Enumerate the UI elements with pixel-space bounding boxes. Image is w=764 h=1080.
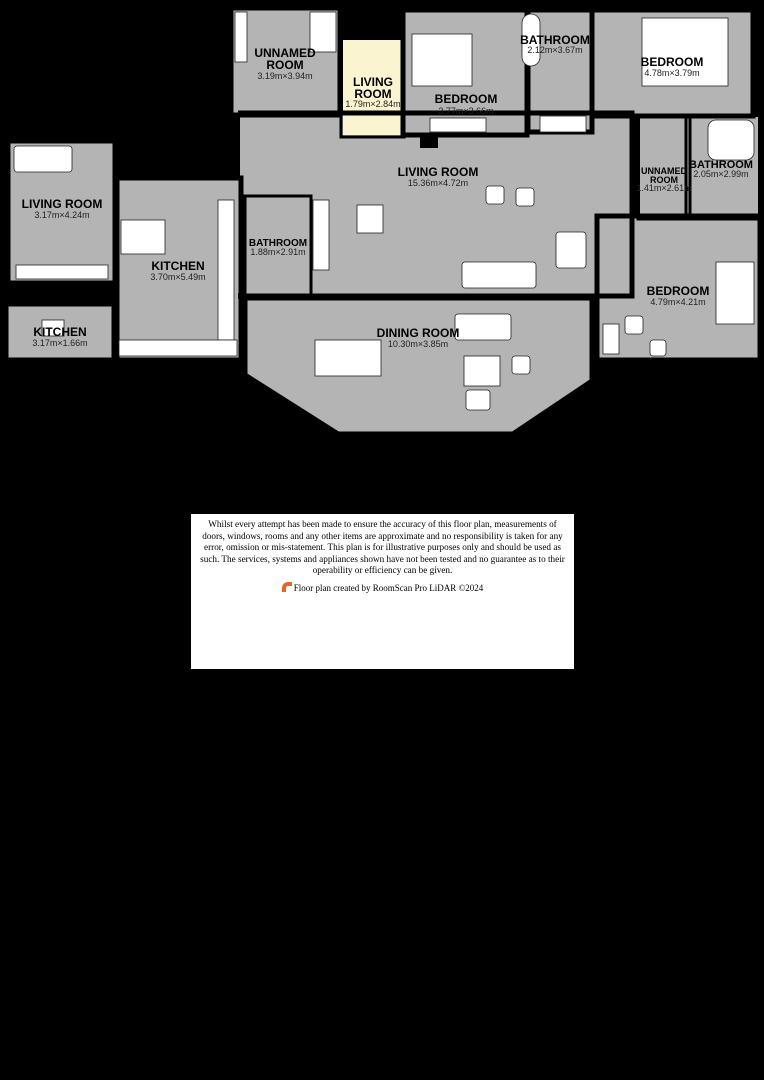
room-bedroom-1 [435,92,498,116]
room-bathroom-1 [520,33,590,55]
room-bathroom-2 [249,238,307,257]
room-dimensions: 2.12m×3.67m [527,45,583,55]
room-kitchen-1 [150,259,205,282]
room-dimensions: 15.36m×4.72m [407,178,469,188]
room-name: UNNAMED [641,166,687,176]
room-dimensions: 3.17m×4.24m [34,210,90,220]
room-name: KITCHEN [33,325,87,339]
room-bedroom-2 [641,55,704,78]
room-dimensions: 4.78m×3.79m [644,68,700,78]
room-bedroom-3 [647,284,710,307]
room-dimensions: 3.17m×1.66m [32,338,88,348]
roomscan-logo-icon [282,582,292,592]
room-name: BEDROOM [434,92,498,106]
room-dimensions: 10.30m×3.85m [387,339,449,349]
room-name: BATHROOM [520,33,590,47]
room-dimensions: 1.79m×2.84m [345,99,401,109]
room-name: ROOM [266,58,304,72]
room-name: KITCHEN [151,259,205,273]
credit-text: Floor plan created by RoomScan Pro LiDAR ©2024 [293,583,484,593]
room-dimensions: 3.70m×5.49m [150,272,206,282]
room-name: BATHROOM [248,238,308,249]
credit-line [191,582,574,593]
room-name: ROOM [354,87,392,101]
room-dining [377,326,460,349]
disclaimer-box [191,514,574,669]
room-name: BEDROOM [646,284,710,298]
room-living-main [398,165,479,188]
room-name: UNNAMED [254,46,316,60]
room-dimensions: 3.19m×3.94m [257,71,313,81]
disclaimer-text: Whilst every attempt has been made to ensure the accuracy of this floor plan, measurements of doors, windows, rooms and any other items are approximate and no responsibility is taken for any error, omission or mis-statement. This plan is for illustrative purposes only and should be used as such. The services, systems and appliances shown have not been tested and no guarantee as to their operability or efficiency can be given. [200,519,565,576]
room-dimensions: 4.79m×4.21m [650,297,706,307]
room-bathroom-3 [689,159,753,179]
room-dimensions: 2.05m×2.99m [693,169,749,179]
room-name: BEDROOM [640,55,704,69]
room-kitchen-2 [32,325,87,348]
room-dimensions: 1.88m×2.91m [250,247,306,257]
room-name: BATHROOM [689,159,753,171]
room-dimensions: 3.77m×3.66m [438,106,494,116]
room-name: LIVING [352,75,394,89]
room-dimensions: 1.41m×2.61m [636,183,692,193]
room-name: ROOM [650,175,678,185]
room-name: LIVING ROOM [21,197,103,211]
room-name: DINING ROOM [376,326,460,340]
room-name: LIVING ROOM [397,165,479,179]
